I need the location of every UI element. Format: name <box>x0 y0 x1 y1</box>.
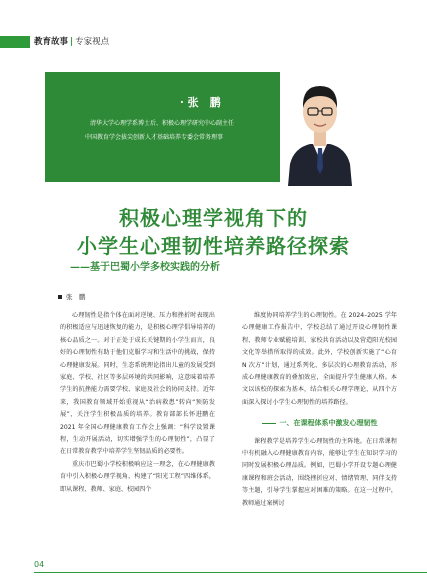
section-header <box>0 36 427 48</box>
footer-rule <box>34 572 427 573</box>
body-paragraph: 心理韧性是指个体在面对逆境、压力和挫折时表现出的积极适应与迅速恢复的能力，是积极心理学倡导培养的核心品质之一。对于正处于成长关键期的小学生而言，良好的心理韧性有助于他们克服学习和生活中的挑战，保持心理健康发展。同时，生态系统理论指出儿童的发展受到家庭、学校、社区等多层环境的共同影响，这意味着培养学生的抗挫能力需要学校、家庭及社会的协同支持。近年来，我国教育领域开始重视从“治病救患”转向“预防发展”，关注学生积极品质的培养。教育部部长怀进鹏在 2021 年全国心理健康教育工作会上强调：“科学设置课程，生动开展活动，切实增强学生的心理韧性”，凸显了在日常教育教学中培养学生坚韧品质的必要性。 <box>60 312 215 456</box>
article-headline-line2: 小学生心理韧性培养路径探索 <box>77 234 350 258</box>
page-number: 04 <box>34 560 45 569</box>
section-label <box>34 36 109 48</box>
article-headline-line1: 积极心理学视角下的 <box>119 206 308 230</box>
body-paragraph: 维度协同培养学生的心理韧性。在 2024–2025 学年心理健康工作报告中，学校总结了通过开设心理韧性课程、教师专业赋能培训、家校共育活动以及营造阳光校园文化等举措所取得的成效。此外，学校创新实施了“心育 N 次方”计划，通过系列化、多层次的心理教育活动，形成心理健康教育的叠加效应，全面提升学生健康人格。本文以该校的探索为基本，结合相关心理学理论，从四个方面深入探讨小学生心理韧性的培养路径。 <box>242 312 397 406</box>
profile-name: · 张 鹏 <box>180 96 221 109</box>
section-color-block <box>0 36 30 48</box>
body-column-left <box>60 310 215 496</box>
author-byline <box>58 292 86 301</box>
section-name: 教育故事 <box>34 37 69 47</box>
body-column-right <box>242 310 397 510</box>
author-name: 张 鹏 <box>66 293 86 301</box>
article-subtitle: ——基于巴蜀小学多校实践的分析 <box>70 262 220 273</box>
byline-square-icon <box>58 295 62 299</box>
author-portrait <box>280 56 360 186</box>
profile-title-line1: 清华大学心理学系博士后、积极心理学研究中心副主任 <box>90 120 235 127</box>
subhead-text: 一、在课程体系中激发心理韧性 <box>279 419 378 428</box>
body-paragraph: 重庆市巴蜀小学校积极响应这一理念，在心理健康教育中引入积极心理学视角，构建了“阳光工程”四维体系，即从课程、教师、家庭、校园四个 <box>60 460 215 493</box>
section-subhead <box>242 417 397 429</box>
section-separator: | <box>70 37 74 47</box>
subsection-name: 专家视点 <box>75 37 110 47</box>
profile-title-line2: 中国教育学会拔尖创新人才基础培养专委会常务理事 <box>85 134 224 141</box>
subhead-rule <box>262 423 276 424</box>
body-paragraph: 课程教学是培养学生心理韧性的主阵地。在日常课程中有机融入心理健康教育内容，能够让学生在知识学习的同时发展积极心理品质。例如，巴蜀小学开设专题心理健康课程和班会活动，围绕挫折应对、情绪管理、同伴支持等主题，引导学生掌握应对困难的策略。在这一过程中，教师通过案例讨 <box>242 437 397 507</box>
